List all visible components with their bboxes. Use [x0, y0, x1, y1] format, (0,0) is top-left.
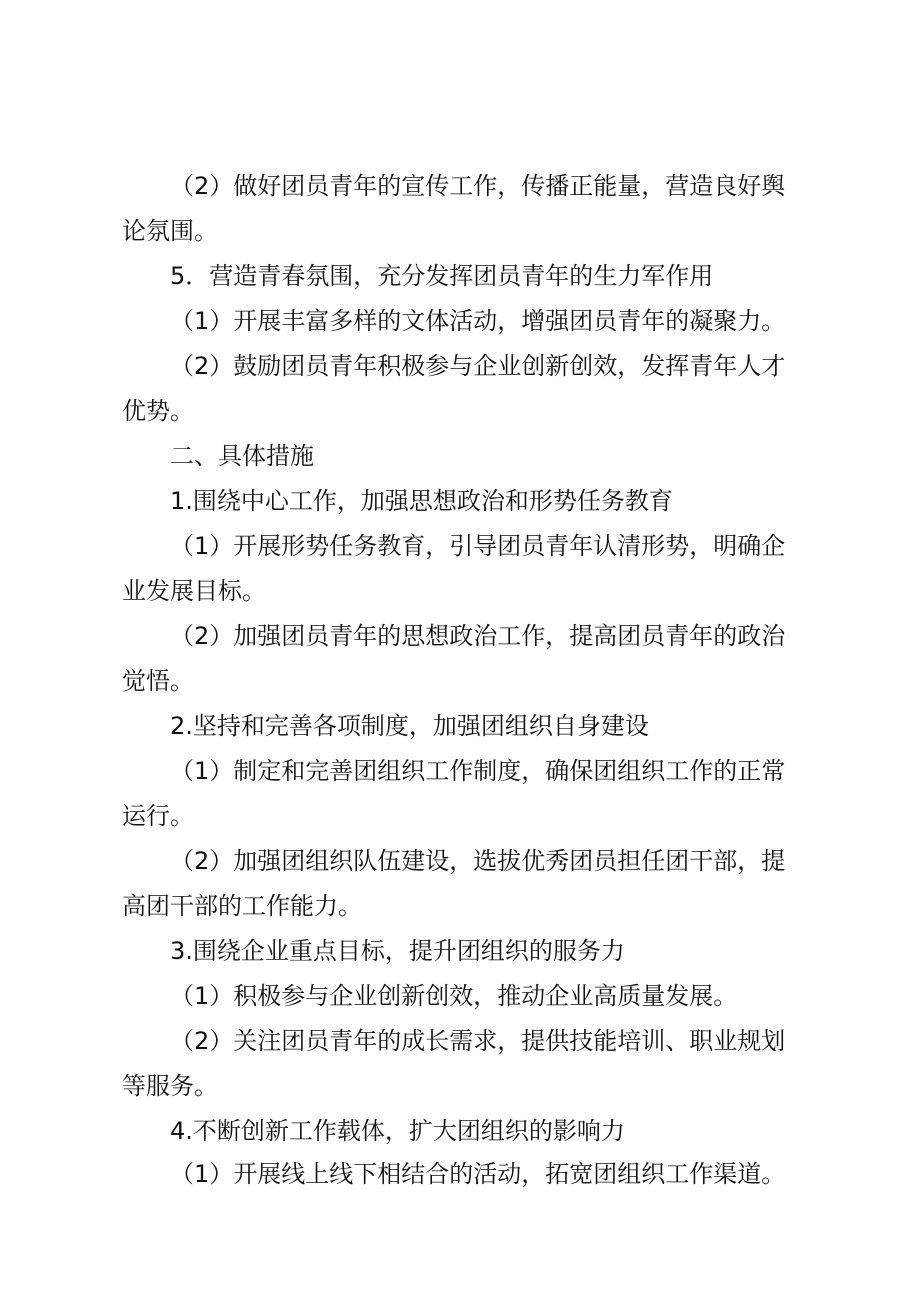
paragraph-growth-needs: （2）关注团员青年的成长需求，提供技能培训、职业规划等服务。	[122, 1027, 786, 1100]
paragraph-cultural-activities: （1）开展丰富多样的文体活动，增强团员青年的凝聚力。	[170, 307, 786, 335]
paragraph-online-offline: （1）开展线上线下相结合的活动，拓宽团组织工作渠道。	[170, 1160, 786, 1188]
heading-key-goals: 3.围绕企业重点目标，提升团组织的服务力	[170, 937, 625, 965]
paragraph-situation-education: （1）开展形势任务教育，引导团员青年认清形势，明确企业发展目标。	[122, 532, 786, 605]
heading-youth-atmosphere: 5．营造青春氛围，充分发挥团员青年的生力军作用	[170, 262, 714, 290]
heading-systems: 2.坚持和完善各项制度，加强团组织自身建设	[170, 712, 649, 740]
paragraph-high-quality: （1）积极参与企业创新创效，推动企业高质量发展。	[170, 982, 738, 1010]
paragraph-publicity: （2）做好团员青年的宣传工作，传播正能量，营造良好舆论氛围。	[122, 172, 786, 245]
heading-innovation-carriers: 4.不断创新工作载体，扩大团组织的影响力	[170, 1117, 625, 1145]
section-heading-measures: 二、具体措施	[170, 442, 314, 470]
paragraph-innovation: （2）鼓励团员青年积极参与企业创新创效，发挥青年人才优势。	[122, 352, 786, 425]
paragraph-work-rules: （1）制定和完善团组织工作制度，确保团组织工作的正常运行。	[122, 757, 786, 830]
heading-central-work: 1.围绕中心工作，加强思想政治和形势任务教育	[170, 487, 673, 515]
paragraph-political-work: （2）加强团员青年的思想政治工作，提高团员青年的政治觉悟。	[122, 622, 786, 695]
paragraph-team-building: （2）加强团组织队伍建设，选拔优秀团员担任团干部，提高团干部的工作能力。	[122, 847, 786, 920]
document-body	[122, 164, 802, 1194]
